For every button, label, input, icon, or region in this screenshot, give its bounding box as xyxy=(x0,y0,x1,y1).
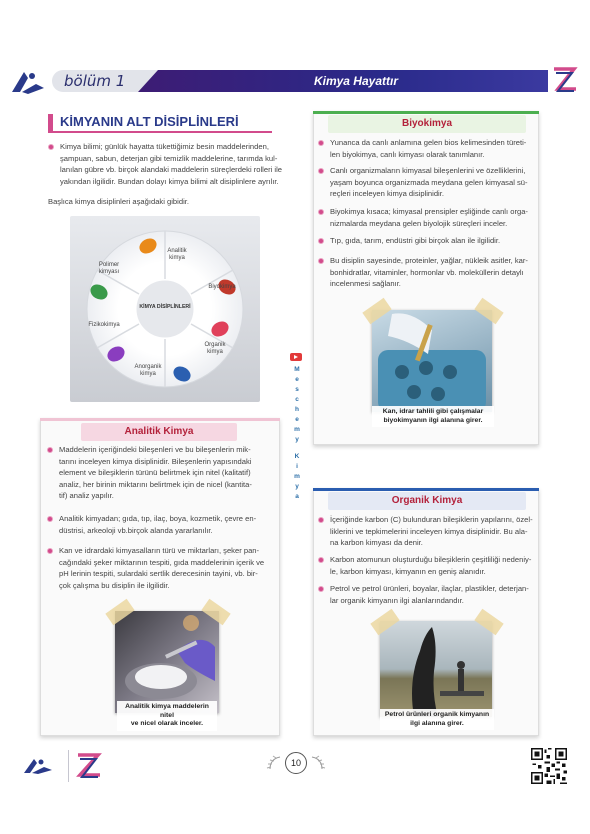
bullet-icon xyxy=(47,447,53,453)
publisher-footer-logo-icon xyxy=(22,755,62,775)
organik-bullet-3: Petrol ve petrol ürünleri, boyalar, ilaçlar, plastikler, deterjan- lar organik kimyanın ilgi alanlarındandır. xyxy=(330,584,529,605)
organik-photo xyxy=(380,621,492,717)
biyokimya-bullet-1: Yunanca da canlı anlamına gelen bios kelimesinden türeti- len biyokimya, canlı kimyası olarak tanımlanır. xyxy=(330,138,527,159)
biyokimya-bullet-3: Biyokimya kısaca; kimyasal prensipler eşliğinde canlı orga- nizmalarda meydana gelen biyolojik süreçleri inceler. xyxy=(330,207,528,228)
chapter-title: Kimya Hayattır xyxy=(313,74,398,88)
analitik-title: Analitik Kimya xyxy=(81,423,237,441)
z-footer-logo-icon xyxy=(74,750,104,780)
segment-organik: Organik kimya xyxy=(204,342,226,355)
organik-caption: Petrol ürünleri organik kimyanın ilgi alanına girer. xyxy=(380,709,494,730)
analitik-bullet-2: Analitik kimyadan; gıda, tıp, ilaç, boya, kozmetik, çevre en- düstrisi, arkeoloji vb.birçok alanda yararlanılır. xyxy=(59,514,257,535)
biyokimya-title: Biyokimya xyxy=(328,115,526,133)
z-logo-icon xyxy=(552,66,578,94)
biyokimya-bullet-5: Bu disiplin sayesinde, proteinler, yağlar, nükleik asitler, kar- bonhidratlar, vitaminler, hormonlar vb. moleküllerin detaylı incelenmesi sağlanır. xyxy=(330,256,528,288)
analitik-caption: Analitik kimya maddelerin nitel ve nicel olarak inceler. xyxy=(117,701,217,731)
bullet-icon xyxy=(47,548,53,554)
biyokimya-photo xyxy=(372,310,492,412)
segment-anorganik: Anorganik kimya xyxy=(134,364,162,377)
bullet-icon xyxy=(318,258,324,264)
section-title: KİMYANIN ALT DİSİPLİNLERİ xyxy=(48,113,272,133)
intro-paragraph: Kimya bilimi; günlük hayatta tükettiğimiz besin maddelerinden, şampuan, sabun, deterjan gibi temizlik maddelerine, tarımda kul- lanılan gübre vb. birçok alandaki maddelerin süreçlerdeki rolleri ile yakından ilgilidir. Bundan dolayı kimya bilimi alt disiplinlere ayrılır. xyxy=(60,142,283,186)
biyokimya-bullet-4: Tıp, gıda, tarım, endüstri gibi birçok alan ile ilgilidir. xyxy=(330,236,501,245)
organik-title: Organik Kimya xyxy=(328,492,526,510)
biyokimya-card xyxy=(313,111,539,445)
organik-bullet-2: Karbon atomunun oluşturduğu bileşiklerin çeşitliliği nedeniy- le, karbon kimyası, kimyanın en geniş alanıdır. xyxy=(330,555,532,576)
analitik-bullet-1: Maddelerin içeriğindeki bileşenleri ve bu bileşenlerin mik- tarını inceleyen kimya disiplinidir. Bileşenlerin yapısındaki element ve bileşiklerin türünü belirtmek için nitel (kalitatif) analiz, her birinin miktarını belirtmek için de nicel (kantita- tif) analiz yapılır. xyxy=(59,445,252,500)
bullet-icon xyxy=(318,238,324,244)
chapter-label: bölüm 1 xyxy=(64,72,126,90)
lead-text: Başlıca kimya disiplinleri aşağıdaki gibidir. xyxy=(48,197,189,206)
bullet-icon xyxy=(318,557,324,563)
segment-biyokimya: Biyokimya xyxy=(208,284,236,290)
chapter-header xyxy=(52,70,548,92)
publisher-logo-icon xyxy=(10,66,46,96)
biyokimya-bullet-2: Canlı organizmaların kimyasal bileşenlerini ve özelliklerini, yaşam boyunca organizmada meydana gelen kimyasal sü- reçleri inceleyen kimya disiplinidir. xyxy=(330,166,528,198)
bullet-icon xyxy=(318,517,324,523)
video-play-icon[interactable] xyxy=(290,353,302,361)
analitik-card xyxy=(40,418,280,736)
analitik-photo xyxy=(115,611,219,713)
disciplines-diagram xyxy=(70,216,260,402)
segment-fizikokimya: Fizikokimya xyxy=(88,322,120,328)
diagram-center-label: KİMYA DİSİPLİNLERİ xyxy=(139,304,191,310)
laurel-left-icon xyxy=(266,755,282,771)
biyokimya-caption: Kan, idrar tahlili gibi çalışmalar biyokimyanın ilgi alanına girer. xyxy=(372,406,494,427)
segment-polimer: Polimer kimyası xyxy=(98,262,120,275)
bullet-icon xyxy=(318,168,324,174)
laurel-right-icon xyxy=(310,755,326,771)
side-label-meschemy: M e s c h e m y xyxy=(294,366,300,443)
side-label-kimya: K i m y a xyxy=(294,453,300,500)
bullet-icon xyxy=(48,144,54,150)
bullet-icon xyxy=(47,516,53,522)
organik-bullet-1: İçeriğinde karbon (C) bulunduran bileşiklerin yapılarını, özel- liklerini ve tepkimelerini inceleyen kimya disiplinidir. Bu ala- na karbon kimyası da denir. xyxy=(330,515,533,547)
bullet-icon xyxy=(318,586,324,592)
bullet-icon xyxy=(318,140,324,146)
organik-card xyxy=(313,488,539,736)
segment-analitik: Analitik kimya xyxy=(167,248,187,261)
qr-code-icon[interactable] xyxy=(531,748,567,784)
bullet-icon xyxy=(318,209,324,215)
page-number: 10 xyxy=(285,752,307,774)
analitik-bullet-3: Kan ve idrardaki kimyasalların türü ve miktarları, şeker pan- cağındaki şeker miktarının tespiti, gıda maddelerinin içerik ve pH lerinin tespiti, sulardaki sertlik derecesinin tayini, vb. bir- çok çalışma bu disiplin ile ilgilidir. xyxy=(59,546,265,590)
